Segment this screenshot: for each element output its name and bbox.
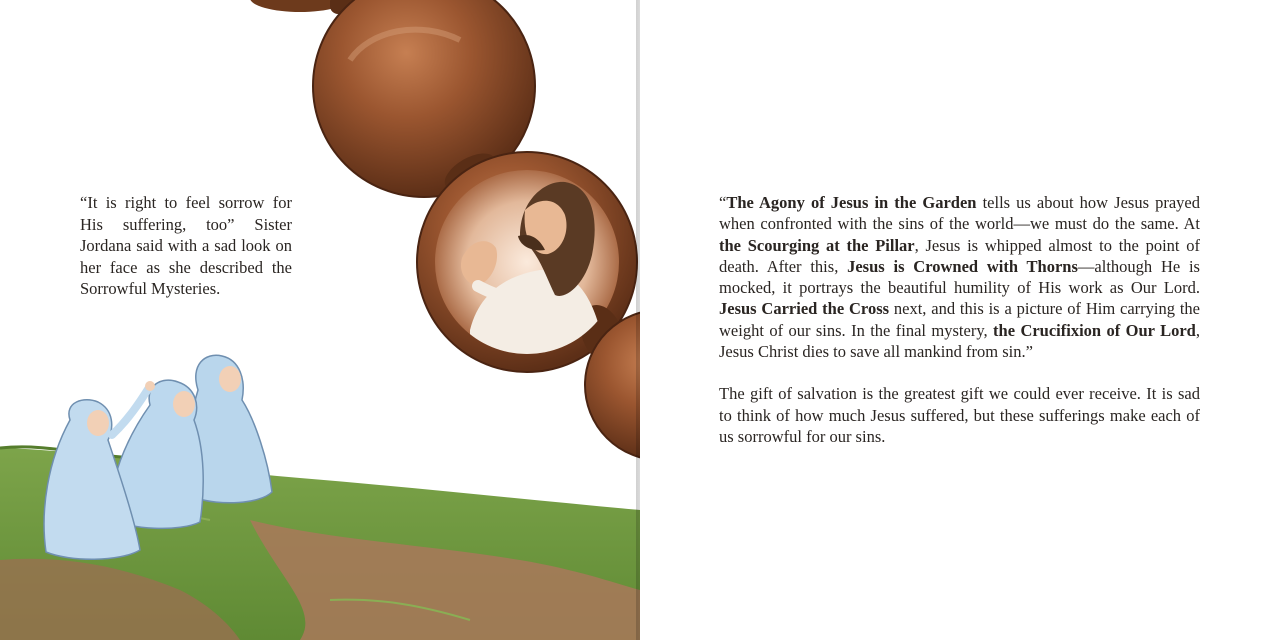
text-span: —although He is mocked, it portrays the beautiful humility of His work as Our Lord.	[719, 256, 1200, 298]
salvation-paragraph: The gift of salvation is the greatest gift we could ever receive. It is sad to think of how much Jesus suffered, but these sufferings make each of us sorrowful for our sins.	[719, 384, 1200, 446]
text-span: tells us about how Jesus prayed when confronted with the sins of the world—we must do the same. At	[719, 193, 1200, 234]
crowned-with-thorns-bold: Jesus is Crowned with Thorns	[847, 256, 1078, 276]
mysteries-paragraph	[719, 192, 1200, 362]
right-page	[640, 0, 1280, 640]
left-paragraph: “It is right to feel sorrow for His suffering, too” Sister Jordana said with a sad look on her face as she described the Sorrowful Mysteries.	[80, 193, 292, 298]
text-span: , Jesus is whipped almost to the point of death. After this,	[719, 235, 1200, 276]
text-span: , Jesus Christ dies to save all mankind from sin.”	[719, 320, 1200, 362]
text-span: next, and this is a picture of Him carrying the weight of our sins. In the final mystery,	[719, 299, 1200, 340]
right-text-block	[719, 192, 1200, 468]
carried-the-cross-bold: Jesus Carried the Cross	[719, 299, 890, 319]
agony-in-garden-bold: The Agony of Jesus in the Garden	[726, 193, 977, 212]
text-span: “	[719, 193, 727, 212]
crucifixion-bold: the Crucifixion of Our Lord	[993, 320, 1196, 340]
scourging-bold: the Scourging at the Pillar	[719, 235, 915, 255]
